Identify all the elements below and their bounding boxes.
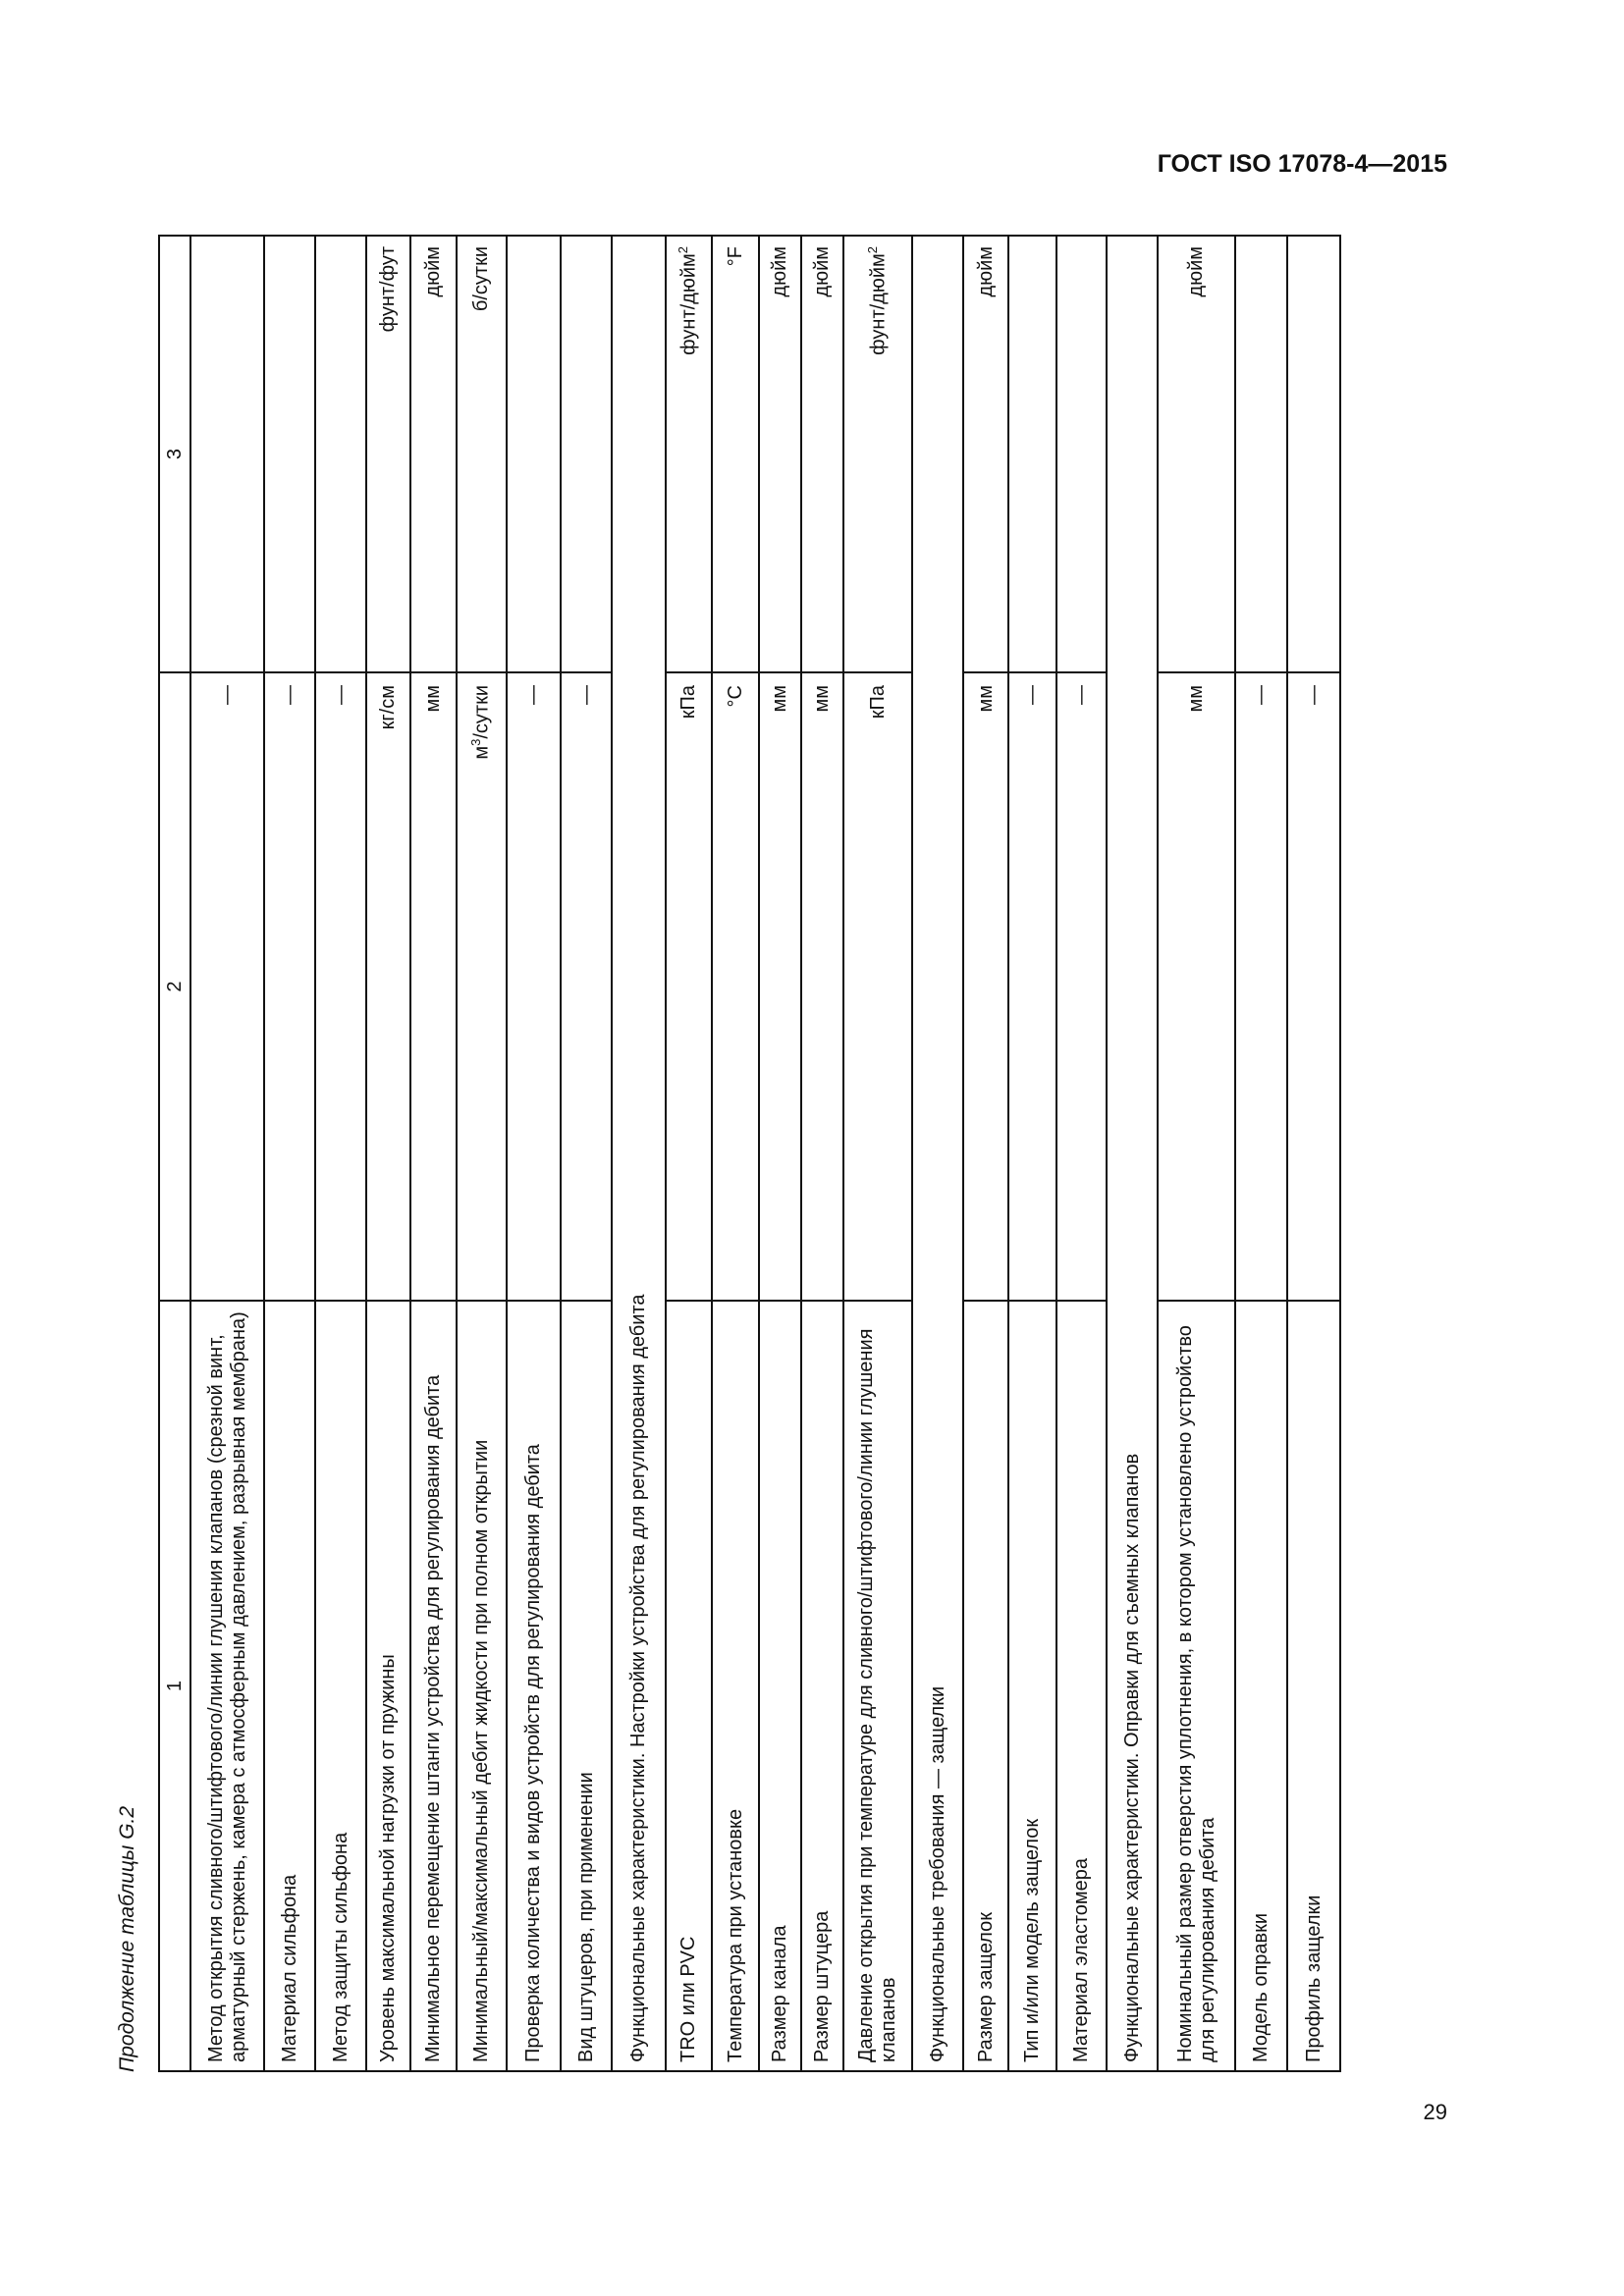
unit-us-cell — [1056, 236, 1107, 672]
unit-si-cell: — — [1287, 672, 1340, 1301]
table-row — [507, 236, 561, 2071]
table-section-row — [612, 236, 666, 2071]
table-row — [1008, 236, 1056, 2071]
parameter-cell: Температура при установке — [712, 1301, 759, 2071]
parameter-cell: Минимальное перемещение штанги устройства для регулирования дебита — [410, 1301, 457, 2071]
parameter-cell: Размер штуцера — [801, 1301, 843, 2071]
parameter-cell: TRO или PVC — [666, 1301, 712, 2071]
header-col-3: 3 — [159, 236, 190, 672]
unit-us-cell — [1287, 236, 1340, 672]
parameter-cell: Модель оправки — [1235, 1301, 1287, 2071]
header-col-2: 2 — [159, 672, 190, 1301]
unit-us-cell — [315, 236, 366, 672]
unit-si-cell: — — [1056, 672, 1107, 1301]
table-caption: Продолжение таблицы G.2 — [116, 1805, 138, 2072]
unit-si-cell: — — [561, 672, 612, 1301]
unit-si-cell: кПа — [666, 672, 712, 1301]
unit-si-cell: — — [315, 672, 366, 1301]
table-row — [963, 236, 1008, 2071]
parameter-cell: Давление открытия при температуре для сливного/штифтового/линии глушения клапанов — [843, 1301, 912, 2071]
table-row — [712, 236, 759, 2071]
unit-si-cell: кПа — [843, 672, 912, 1301]
section-title: Функциональные характеристики. Оправки для съемных клапанов — [1107, 236, 1158, 2071]
table-row — [843, 236, 912, 2071]
parameter-cell: Минимальный/максимальный дебит жидкости при полном открытии — [457, 1301, 507, 2071]
table-header-row — [159, 236, 190, 2071]
table-row — [457, 236, 507, 2071]
parameter-cell: Размер защелок — [963, 1301, 1008, 2071]
unit-si-cell: кг/см — [366, 672, 410, 1301]
unit-us-cell: дюйм — [1158, 236, 1235, 672]
unit-us-cell — [264, 236, 315, 672]
unit-us-cell: фунт/дюйм$^2$ — [843, 236, 912, 672]
parameter-cell: Метод защиты сильфона — [315, 1301, 366, 2071]
unit-us-cell: фунт/дюйм$^2$ — [666, 236, 712, 672]
table-row — [561, 236, 612, 2071]
table-row — [1235, 236, 1287, 2071]
unit-si-cell: мм — [410, 672, 457, 1301]
table-row — [666, 236, 712, 2071]
unit-si-cell: — — [1008, 672, 1056, 1301]
section-title: Функциональные требования — защелки — [912, 236, 963, 2071]
parameter-cell: Номинальный размер отверстия уплотнения, в котором установлено устройство для регулирования дебита — [1158, 1301, 1235, 2071]
table-row — [190, 236, 264, 2071]
table-row — [1287, 236, 1340, 2071]
table-section-row — [912, 236, 963, 2071]
unit-si-cell: — — [1235, 672, 1287, 1301]
unit-us-cell: дюйм — [410, 236, 457, 672]
document-code: ГОСТ ISO 17078-4—2015 — [1157, 150, 1447, 178]
parameter-cell: Метод открытия сливного/штифтового/линии глушения клапанов (срезной винт, арматурный стержень, камера с атмосферным давлением, разрывная мембрана) — [190, 1301, 264, 2071]
table-row — [410, 236, 457, 2071]
parameter-cell: Материал эластомера — [1056, 1301, 1107, 2071]
unit-us-cell: б/сутки — [457, 236, 507, 672]
unit-si-cell: — — [264, 672, 315, 1301]
unit-us-cell — [190, 236, 264, 672]
table-row — [759, 236, 801, 2071]
unit-us-cell: дюйм — [801, 236, 843, 672]
table-row — [315, 236, 366, 2071]
unit-si-cell: мм — [759, 672, 801, 1301]
unit-si-cell: — — [507, 672, 561, 1301]
unit-si-cell: — — [190, 672, 264, 1301]
table-row — [366, 236, 410, 2071]
unit-us-cell: дюйм — [963, 236, 1008, 672]
table-row — [1056, 236, 1107, 2071]
header-col-1: 1 — [159, 1301, 190, 2071]
table-row — [1158, 236, 1235, 2071]
unit-us-cell — [1235, 236, 1287, 672]
parameter-cell: Материал сильфона — [264, 1301, 315, 2071]
unit-us-cell: дюйм — [759, 236, 801, 672]
page-number: 29 — [1423, 2100, 1447, 2124]
unit-us-cell — [561, 236, 612, 672]
unit-si-cell: $м^3$/сутки — [457, 672, 507, 1301]
unit-si-cell: мм — [1158, 672, 1235, 1301]
parameter-cell: Профиль защелки — [1287, 1301, 1340, 2071]
unit-si-cell: мм — [963, 672, 1008, 1301]
table-row — [264, 236, 315, 2071]
unit-si-cell: °С — [712, 672, 759, 1301]
rotated-table-area — [116, 237, 1428, 2072]
section-title: Функциональные характеристики. Настройки устройства для регулирования дебита — [612, 236, 666, 2071]
table-section-row — [1107, 236, 1158, 2071]
unit-us-cell — [1008, 236, 1056, 672]
specification-table — [158, 235, 1341, 2072]
table-row — [801, 236, 843, 2071]
parameter-cell: Тип и/или модель защелок — [1008, 1301, 1056, 2071]
parameter-cell: Вид штуцеров, при применении — [561, 1301, 612, 2071]
unit-us-cell: фунт/фут — [366, 236, 410, 672]
unit-us-cell — [507, 236, 561, 672]
unit-si-cell: мм — [801, 672, 843, 1301]
parameter-cell: Проверка количества и видов устройств для регулирования дебита — [507, 1301, 561, 2071]
unit-us-cell: °F — [712, 236, 759, 672]
parameter-cell: Уровень максимальной нагрузки от пружины — [366, 1301, 410, 2071]
parameter-cell: Размер канала — [759, 1301, 801, 2071]
